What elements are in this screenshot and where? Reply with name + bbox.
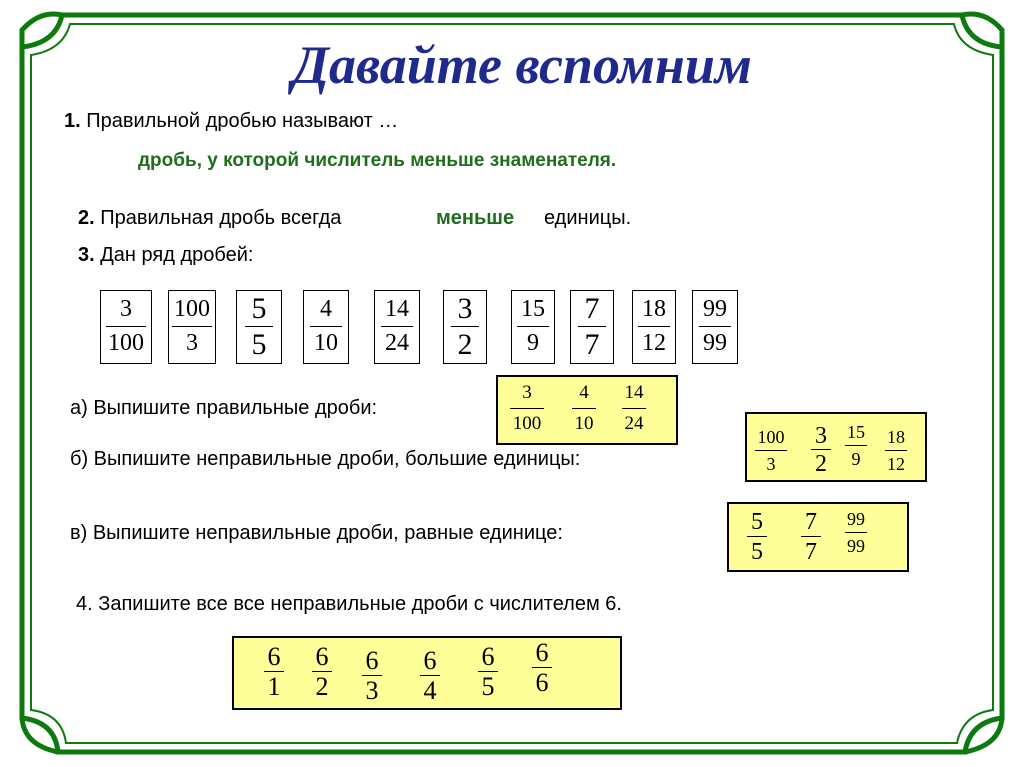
numerator: 7 — [805, 509, 817, 535]
numerator: 99 — [847, 509, 865, 529]
fraction-card — [632, 290, 676, 364]
task-b-answer-box — [745, 412, 927, 482]
fraction-bar — [845, 532, 867, 533]
denominator: 2 — [457, 328, 473, 361]
fraction-bar — [845, 445, 867, 446]
numerator: 18 — [642, 296, 666, 322]
fraction-card — [236, 290, 282, 364]
denominator: 10 — [314, 330, 338, 356]
denominator: 9 — [527, 330, 539, 356]
question-3-number: 3. — [78, 244, 95, 266]
denominator: 99 — [703, 330, 727, 356]
fraction-card — [570, 290, 614, 364]
numerator: 15 — [847, 422, 865, 442]
question-4-answer-box — [232, 636, 622, 710]
denominator: 12 — [887, 454, 905, 474]
fraction-bar — [622, 408, 646, 409]
fraction-bar — [310, 326, 342, 327]
answer-fraction — [312, 644, 332, 700]
numerator: 18 — [887, 427, 905, 447]
numerator: 3 — [120, 296, 132, 322]
denominator: 2 — [815, 451, 827, 477]
numerator: 6 — [365, 646, 379, 675]
fraction-bar — [572, 408, 596, 409]
question-2-text: Правильная дробь всегда — [100, 207, 342, 229]
fraction-bar — [755, 450, 787, 451]
question-2-number: 2. — [78, 207, 95, 229]
denominator: 3 — [186, 330, 198, 356]
numerator: 5 — [751, 509, 763, 535]
answer-fraction — [755, 428, 787, 473]
denominator: 2 — [315, 672, 329, 701]
denominator: 7 — [584, 328, 600, 361]
numerator: 100 — [174, 296, 210, 322]
question-2-text-after: единицы. — [544, 207, 632, 229]
numerator: 100 — [757, 427, 785, 447]
task-c-text: в) Выпишите неправильные дроби, равные единице: — [70, 522, 563, 544]
answer-fraction — [622, 383, 646, 433]
fraction-bar — [245, 326, 273, 327]
numerator: 4 — [579, 382, 589, 403]
task-b-text: б) Выпишите неправильные дроби, большие единицы: — [70, 448, 581, 470]
denominator: 99 — [847, 536, 865, 556]
answer-fraction — [811, 424, 831, 476]
fraction-bar — [885, 450, 907, 451]
answer-fraction — [747, 510, 767, 564]
fraction-card — [100, 290, 152, 364]
numerator: 15 — [521, 296, 545, 322]
answer-fraction — [420, 648, 440, 704]
numerator: 3 — [522, 382, 532, 403]
question-1-number: 1. — [64, 110, 81, 132]
numerator: 3 — [815, 423, 827, 449]
question-1 — [64, 110, 398, 133]
fraction-bar — [638, 326, 670, 327]
denominator: 12 — [642, 330, 666, 356]
denominator: 100 — [512, 413, 542, 434]
denominator: 4 — [423, 676, 437, 705]
answer-fraction — [801, 510, 821, 564]
numerator: 6 — [481, 642, 495, 671]
denominator: 5 — [751, 539, 763, 565]
denominator: 7 — [805, 539, 817, 565]
denominator: 3 — [365, 676, 379, 705]
numerator: 5 — [251, 292, 267, 325]
answer-fraction — [845, 423, 867, 468]
question-2-answer: меньше — [436, 207, 515, 229]
numerator: 6 — [423, 646, 437, 675]
denominator: 9 — [851, 449, 861, 469]
denominator: 24 — [624, 413, 644, 434]
numerator: 6 — [267, 642, 281, 671]
fraction-card — [303, 290, 349, 364]
fraction-card — [168, 290, 216, 364]
denominator: 10 — [574, 413, 594, 434]
fraction-card — [374, 290, 420, 364]
fraction-bar — [106, 326, 146, 327]
answer-fraction — [362, 648, 382, 704]
numerator: 6 — [315, 642, 329, 671]
answer-fraction — [478, 644, 498, 700]
question-2 — [78, 207, 341, 230]
denominator: 6 — [535, 668, 549, 697]
fraction-card — [511, 290, 555, 364]
fraction-bar — [510, 408, 544, 409]
denominator: 3 — [766, 454, 776, 474]
fraction-bar — [517, 326, 549, 327]
page-title: Давайте вспомним — [292, 35, 752, 95]
answer-fraction — [264, 644, 284, 700]
answer-fraction — [885, 428, 907, 473]
numerator: 99 — [703, 296, 727, 322]
denominator: 24 — [385, 330, 409, 356]
answer-fraction — [572, 383, 596, 433]
numerator: 14 — [624, 382, 644, 403]
fraction-bar — [578, 326, 606, 327]
fraction-bar — [811, 449, 831, 450]
fraction-bar — [172, 326, 212, 327]
task-a-text: а) Выпишите правильные дроби: — [70, 397, 378, 419]
denominator: 5 — [481, 672, 495, 701]
question-3 — [78, 244, 253, 267]
question-4-text: 4. Запишите все все неправильные дроби с числителем 6. — [76, 593, 622, 615]
numerator: 14 — [385, 296, 409, 322]
numerator: 3 — [457, 292, 473, 325]
denominator: 1 — [267, 672, 281, 701]
fraction-bar — [451, 326, 479, 327]
answer-fraction — [510, 383, 544, 433]
question-3-text: Дан ряд дробей: — [100, 244, 254, 266]
question-1-text: Правильной дробью называют … — [86, 110, 399, 132]
fraction-card — [692, 290, 738, 364]
fraction-bar — [801, 536, 821, 537]
fraction-bar — [747, 536, 767, 537]
answer-fraction — [845, 510, 867, 555]
numerator: 7 — [584, 292, 600, 325]
fraction-bar — [381, 326, 413, 327]
numerator: 4 — [320, 296, 332, 322]
denominator: 100 — [108, 330, 144, 356]
fraction-card — [443, 290, 487, 364]
denominator: 5 — [251, 328, 267, 361]
task-c-answer-box — [727, 502, 909, 572]
answer-fraction — [532, 640, 552, 696]
numerator: 6 — [535, 638, 549, 667]
fraction-bar — [699, 326, 731, 327]
task-a-answer-box — [496, 375, 678, 445]
question-1-answer: дробь, у которой числитель меньше знаменателя. — [138, 150, 617, 171]
